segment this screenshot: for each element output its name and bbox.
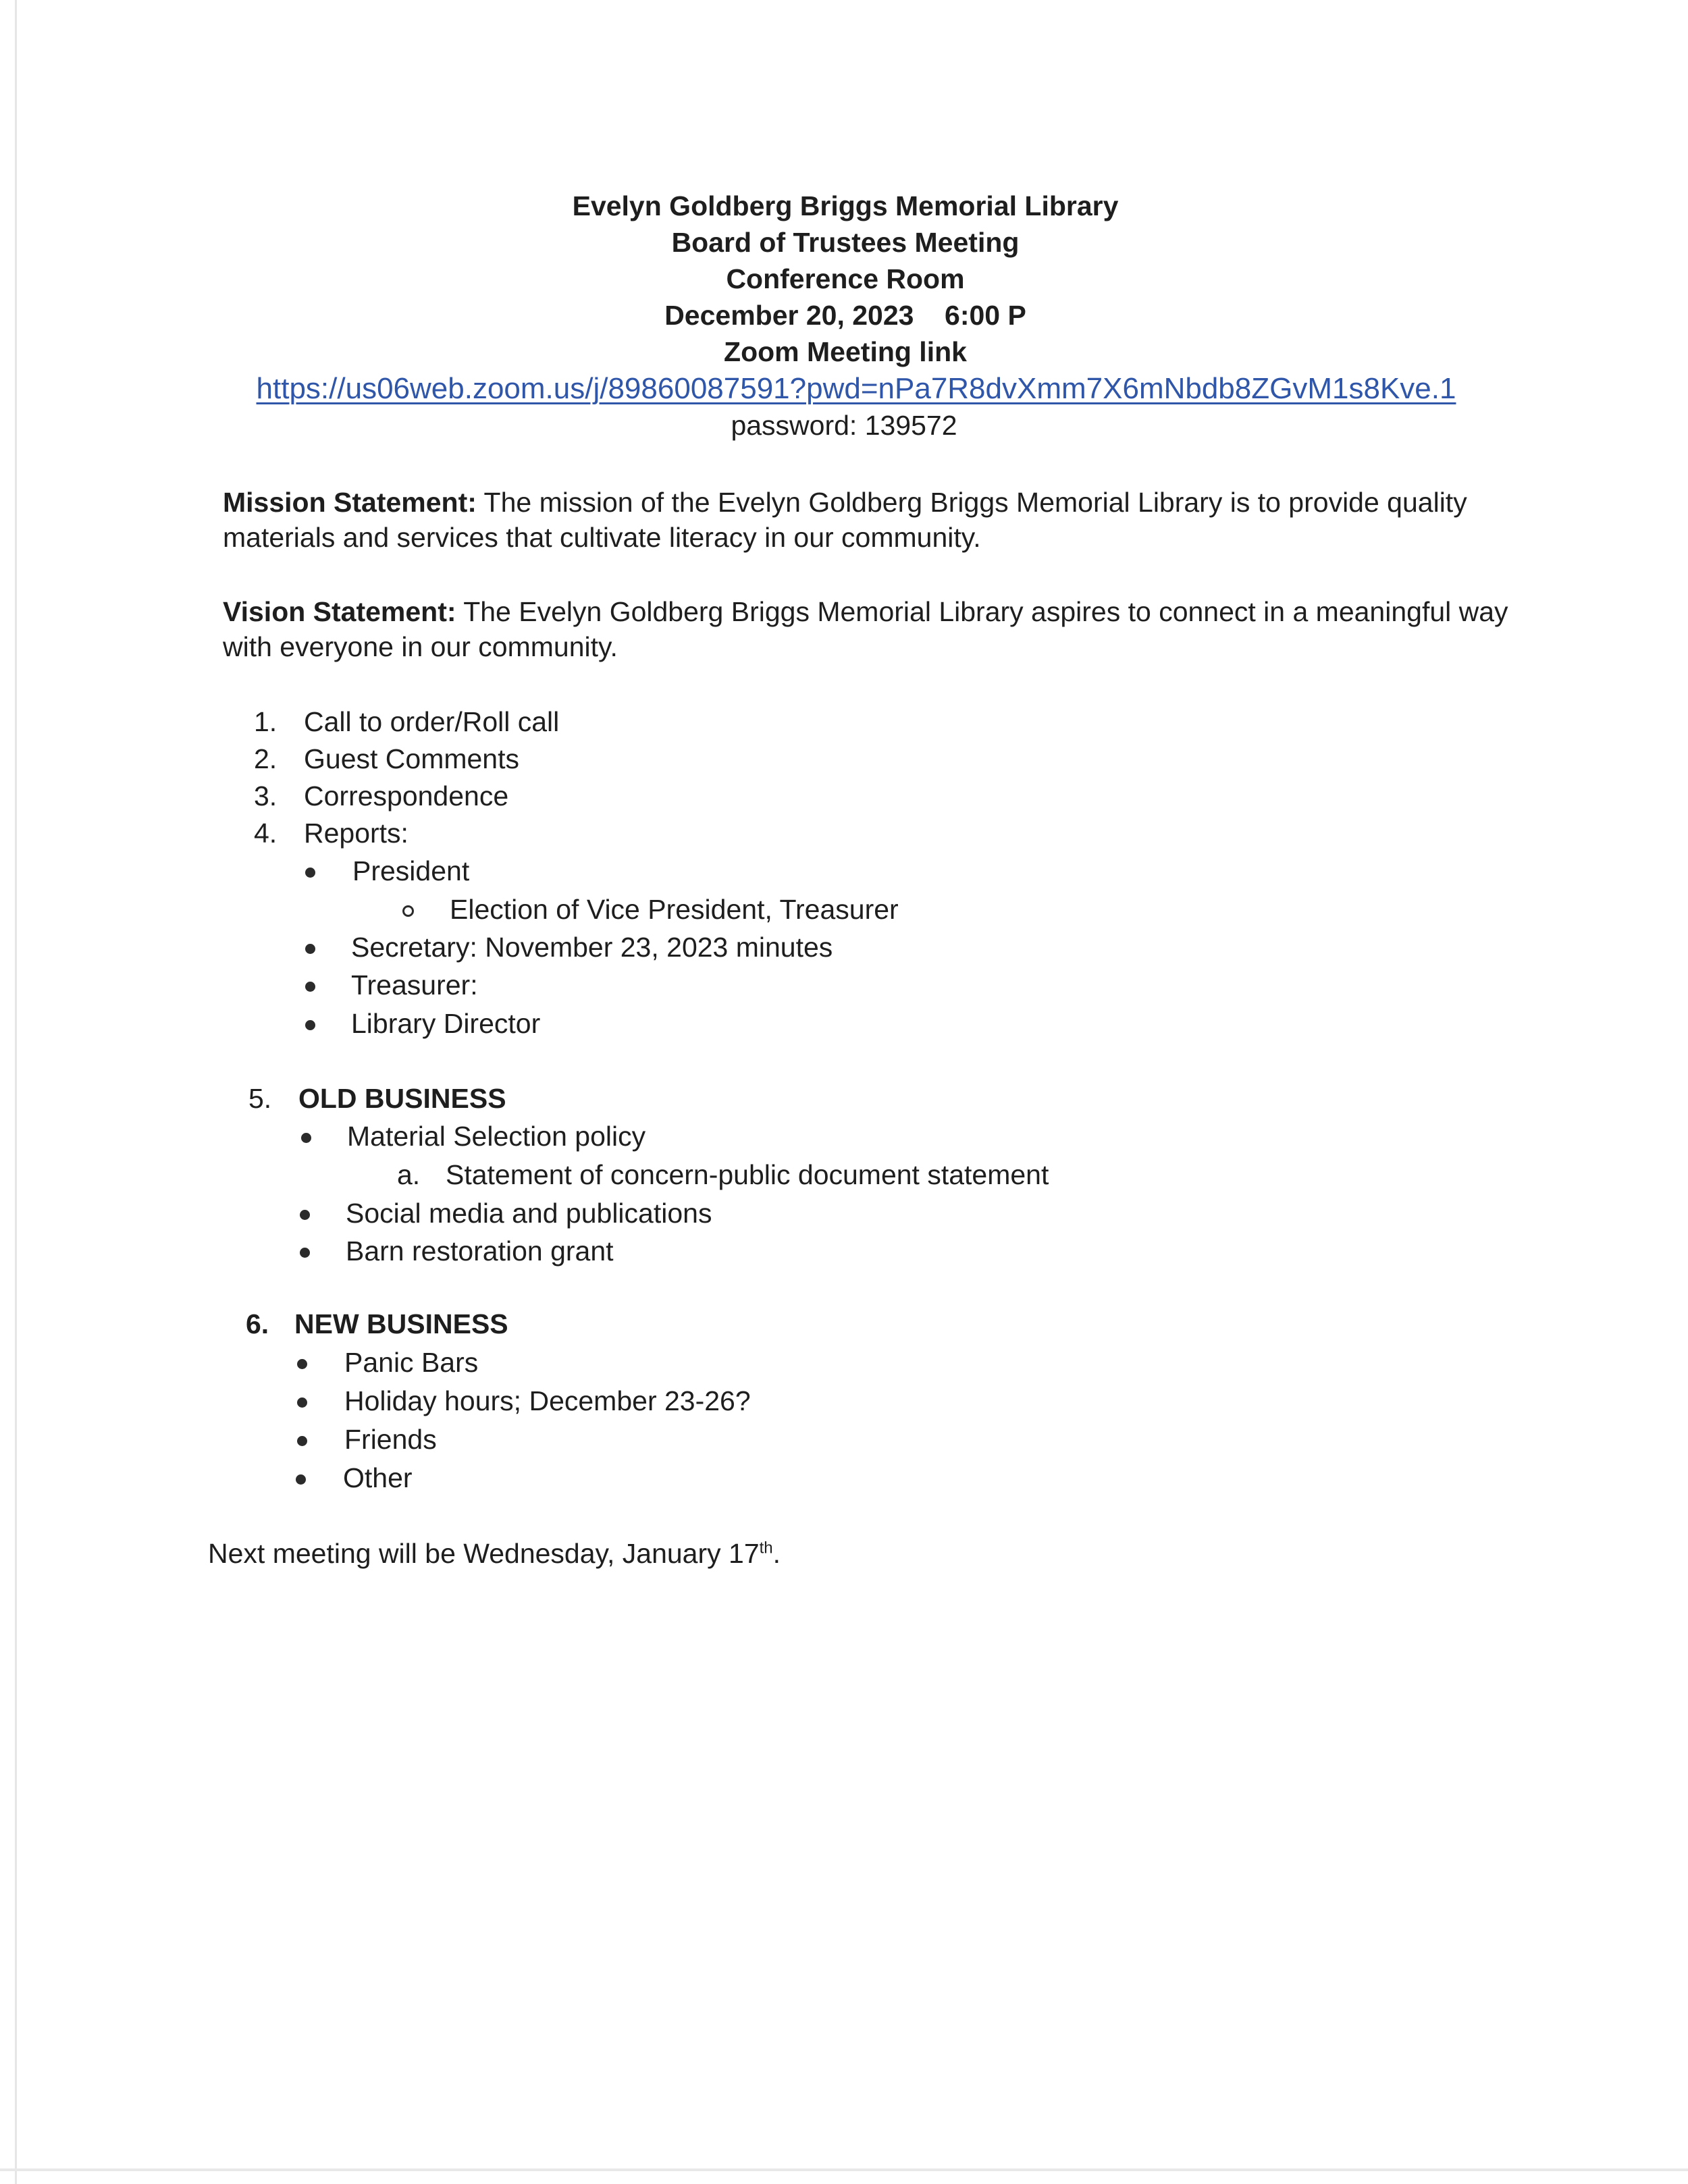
bullet-icon — [300, 1210, 310, 1220]
zoom-meeting-link[interactable]: https://us06web.zoom.us/j/89860087591?pwd=nPa7R8dvXmm7X6mNbdb8ZGvM1s8Kve.1 — [256, 372, 1456, 405]
mission-text: The mission of the Evelyn Goldberg Briggs Memorial Library is to provide quality materials and services that cultivate literacy in our community. — [223, 487, 1467, 553]
agenda-item-number: 5. — [248, 1083, 272, 1114]
old-business-title: OLD BUSINESS — [298, 1083, 506, 1114]
old-business-social-media: Social media and publications — [346, 1198, 712, 1229]
bullet-icon — [301, 1133, 311, 1143]
bullet-icon — [297, 1436, 307, 1446]
agenda-header — [0, 188, 1688, 443]
mission-statement — [223, 485, 1526, 555]
report-treasurer: Treasurer: — [351, 969, 478, 1001]
old-business-material-selection: Material Selection policy — [347, 1121, 646, 1152]
new-business-title: NEW BUSINESS — [294, 1308, 508, 1339]
bullet-icon — [296, 1474, 306, 1485]
agenda-item-correspondence: Correspondence — [304, 780, 509, 811]
bullet-icon — [305, 982, 315, 992]
meeting-room: Conference Room — [726, 263, 965, 294]
report-secretary: Secretary: November 23, 2023 minutes — [351, 932, 833, 963]
meeting-datetime: December 20, 2023 6:00 P — [664, 300, 1026, 331]
vision-text: The Evelyn Goldberg Briggs Memorial Library aspires to connect in a meaningful way with everyone in our community. — [223, 596, 1508, 662]
bullet-icon — [305, 1020, 315, 1030]
new-business-item: Friends — [344, 1424, 437, 1455]
report-president-election: Election of Vice President, Treasurer — [450, 894, 899, 925]
hollow-bullet-icon — [402, 905, 414, 917]
list-marker: a. — [397, 1159, 421, 1190]
report-president: President — [352, 855, 470, 886]
meeting-title: Board of Trustees Meeting — [671, 227, 1020, 258]
next-meeting-suffix: th — [759, 1539, 773, 1557]
agenda-item-number: 1. — [254, 706, 278, 737]
new-business-item: Other — [343, 1462, 413, 1493]
bullet-icon — [300, 1248, 310, 1258]
old-business-statement-of-concern: Statement of concern-public document statement — [446, 1159, 1049, 1190]
next-meeting-end: . — [772, 1538, 781, 1569]
zoom-password: password: 139572 — [731, 410, 957, 441]
agenda-item-guest-comments: Guest Comments — [304, 743, 519, 774]
report-library-director: Library Director — [351, 1008, 541, 1039]
mission-label: Mission Statement: — [223, 487, 477, 518]
old-business-barn-grant: Barn restoration grant — [346, 1235, 614, 1267]
bullet-icon — [305, 868, 315, 878]
agenda-item-number: 4. — [254, 818, 278, 849]
agenda-item-reports: Reports: — [304, 818, 408, 849]
vision-label: Vision Statement: — [223, 596, 456, 627]
bullet-icon — [297, 1397, 307, 1408]
next-meeting — [208, 1535, 781, 1572]
bullet-icon — [305, 944, 315, 954]
library-name: Evelyn Goldberg Briggs Memorial Library — [572, 190, 1119, 221]
vision-statement — [223, 594, 1526, 664]
new-business-item: Panic Bars — [344, 1347, 479, 1378]
zoom-label: Zoom Meeting link — [724, 336, 967, 367]
agenda-item-number: 2. — [254, 743, 278, 774]
agenda-item-call-to-order: Call to order/Roll call — [304, 706, 560, 737]
agenda-item-number: 6. — [246, 1308, 269, 1339]
scan-edge-bottom — [0, 2168, 1688, 2171]
bullet-icon — [297, 1359, 307, 1369]
next-meeting-text: Next meeting will be Wednesday, January 17 — [208, 1538, 760, 1569]
new-business-item: Holiday hours; December 23-26? — [344, 1385, 751, 1416]
agenda-item-number: 3. — [254, 780, 278, 811]
